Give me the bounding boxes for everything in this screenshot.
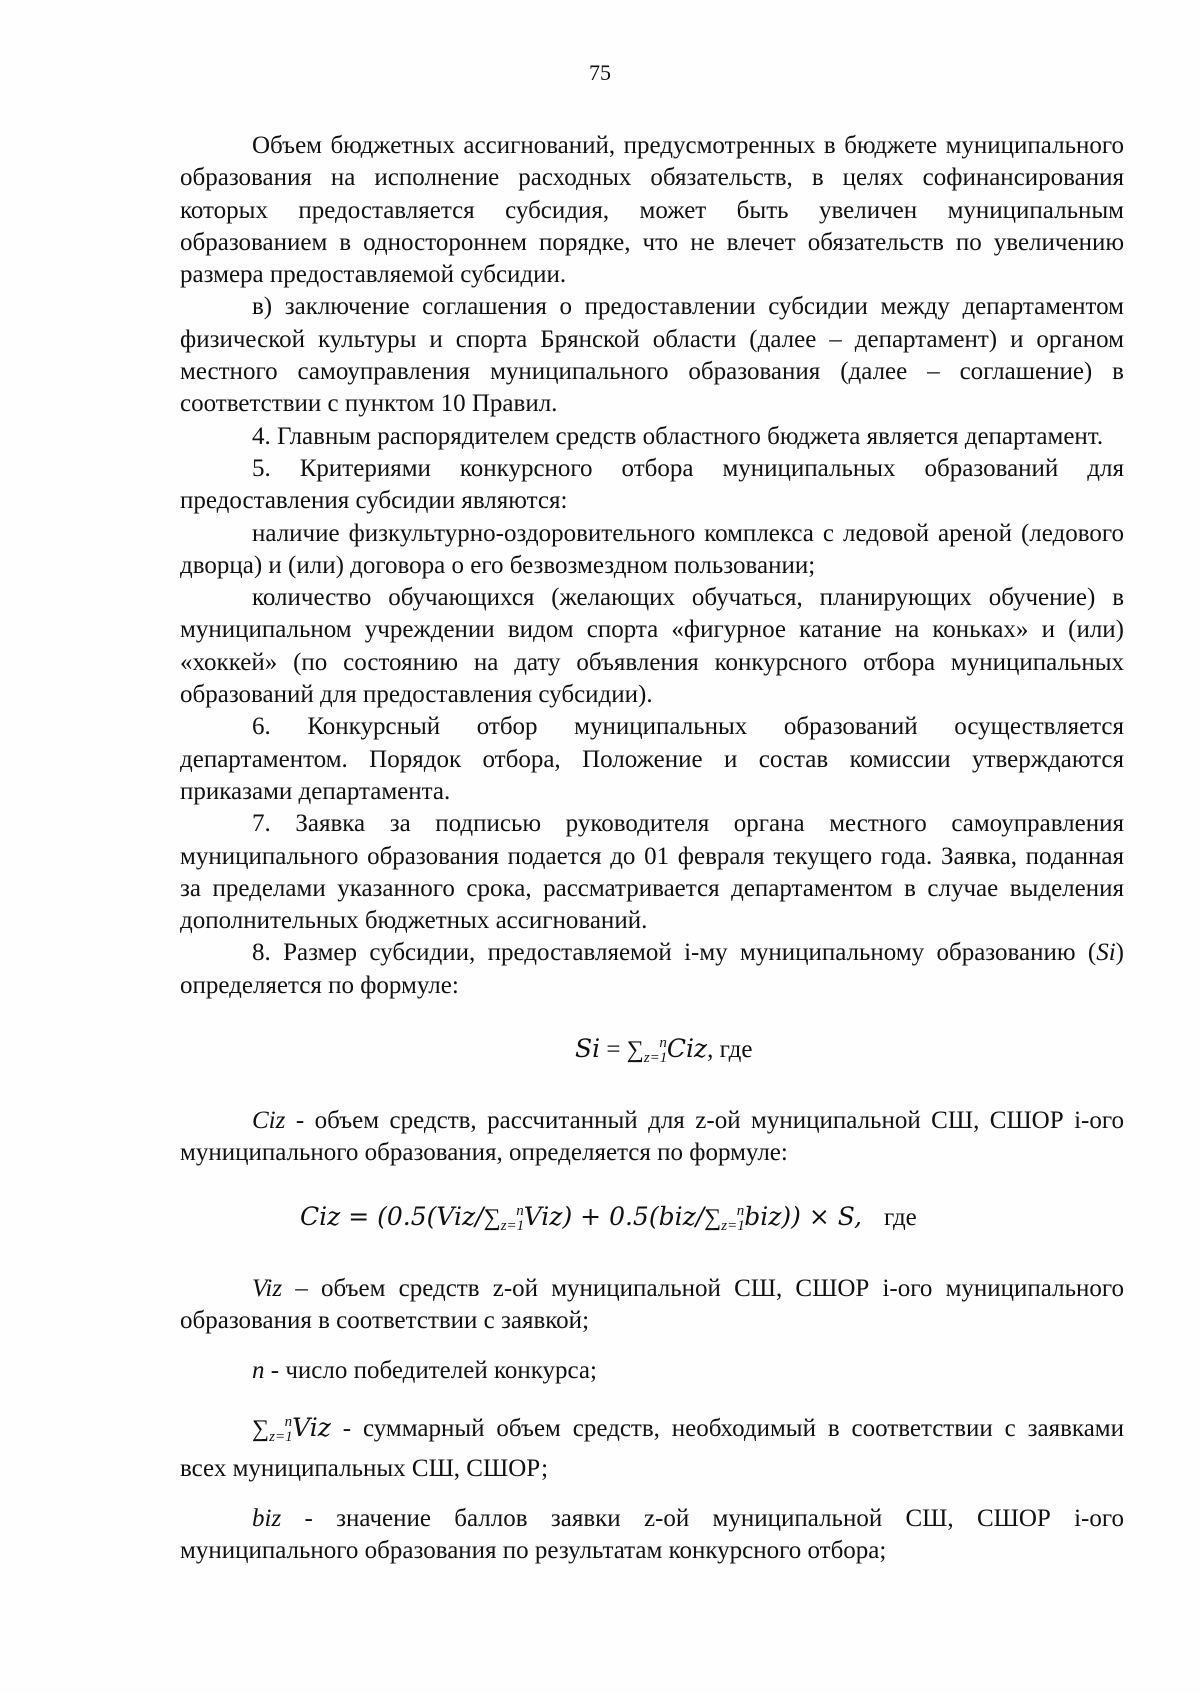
paragraph-criterion-arena: наличие физкультурно-оздоровительного комплекса с ледовой ареной (ледового дворца) и (или) договора о его безвозмездном пользовании; (180, 519, 1124, 579)
sigma-symbol: ∑ (483, 1204, 501, 1231)
definition-ciz-var: Ciz (252, 1107, 286, 1135)
definition-n-var: n (252, 1357, 265, 1385)
definition-viz (180, 1273, 1124, 1338)
p8-text-before: 8. Размер субсидии, предоставляемой i-му муниципальному образованию ( (252, 939, 1097, 967)
definition-sum-text: - суммарный объем средств, необходимый в соответствии с заявками всех муниципальных СШ, СШОР; (180, 1414, 1124, 1482)
sigma-symbol: ∑ (704, 1204, 722, 1231)
sum-lower-limit: z=1 (269, 1428, 293, 1445)
document-body (180, 130, 1124, 1568)
definition-sum-var: Viz (292, 1412, 331, 1442)
definition-biz (180, 1503, 1124, 1568)
sum-lower-limit: z=1 (500, 1217, 525, 1234)
paragraph-7: 7. Заявка за подписью руководителя органа местного самоуправления муниципального образования подается до 01 февраля текущего года. Заявка, поданная за пределами указанного срока, рассматривается департаментом в случае выделения дополнительных бюджетных ассигнований. (180, 810, 1124, 935)
sum-upper-limit: n (516, 1202, 524, 1219)
definition-biz-var: biz (252, 1505, 282, 1533)
p8-var-si: Si (1096, 939, 1116, 967)
formula-si-eq: = (600, 1036, 627, 1064)
sum-upper-limit: n (659, 1035, 667, 1052)
paragraph-criterion-students: количество обучающихся (желающих обучаться, планирующих обучение) в муниципальном учреждении видом спорта «фигурное катание на коньках» и (или) «хоккей» (по состоянию на дату объявления конкурсного отбора муниципальных образований для предоставления субсидии). (180, 584, 1124, 709)
definition-sum-viz (180, 1406, 1124, 1486)
page-number: 75 (589, 60, 611, 85)
paragraph-8 (180, 937, 1124, 1002)
p8-text-after: ) определяется по формуле: (180, 939, 1124, 999)
definition-n-text: - число победителей конкурса; (264, 1357, 597, 1385)
definition-viz-text: – объем средств z-ой муниципальной СШ, СШОР i-ого муниципального образования в соответствии с заявкой; (180, 1274, 1124, 1334)
formula-si-tail: , где (707, 1036, 753, 1064)
formula-si-lhs: Si (575, 1034, 601, 1064)
sum-upper-limit: n (284, 1413, 293, 1430)
paragraph-5: 5. Критериями конкурсного отбора муниципальных образований для предоставления субсидии являются: (180, 454, 1124, 515)
paragraph-agreement: в) заключение соглашения о предоставлении субсидии между департаментом физической культуры и спорта Брянской области (далее – департамент) и органом местного самоуправления муниципального образования (далее – соглашение) в соответствии с пунктом 10 Правил. (180, 293, 1124, 418)
sum-lower-limit: z=1 (643, 1050, 668, 1067)
formula-si-term: Ciz (666, 1034, 708, 1064)
paragraph-4: 4. Главным распорядителем средств областного бюджета является департамент. (252, 422, 1104, 450)
sigma-symbol: ∑ (252, 1415, 270, 1442)
formula-si (180, 1026, 1124, 1075)
paragraph-budget-volume: Объем бюджетных ассигнований, предусмотренных в бюджете муниципального образования на исполнение расходных обязательств, в целях софинансирования которых предоставляется субсидия, может быть увеличен муниципальным образованием в одностороннем порядке, что не влечет обязательств по увеличению размера предоставляемой субсидии. (180, 132, 1124, 289)
definition-viz-var: Viz (252, 1274, 283, 1302)
definition-n (180, 1355, 1124, 1387)
formula-ciz-part1: Ciz = (0.5(Viz/ (300, 1201, 484, 1231)
formula-ciz-tail: где (883, 1203, 917, 1231)
paragraph-6: 6. Конкурсный отбор муниципальных образований осуществляется департаментом. Порядок отбора, Положение и состав комиссии утверждаются приказами департамента. (180, 713, 1124, 805)
sum-upper-limit: n (736, 1202, 745, 1219)
sum-lower-limit: z=1 (721, 1217, 745, 1234)
definition-ciz-text: - объем средств, рассчитанный для z-ой муниципальной СШ, СШОР i-ого муниципального образования, определяется по формуле: (180, 1107, 1124, 1167)
formula-ciz-part2: Viz) + 0.5(biz/ (523, 1201, 705, 1231)
formula-ciz-part3: biz)) × S, (744, 1201, 862, 1231)
formula-ciz (180, 1194, 1124, 1243)
definition-biz-text: - значение баллов заявки z-ой муниципальной СШ, СШОР i-ого муниципального образования по результатам конкурсного отбора; (180, 1505, 1124, 1565)
sigma-symbol: ∑ (626, 1037, 644, 1064)
definition-ciz (180, 1105, 1124, 1170)
